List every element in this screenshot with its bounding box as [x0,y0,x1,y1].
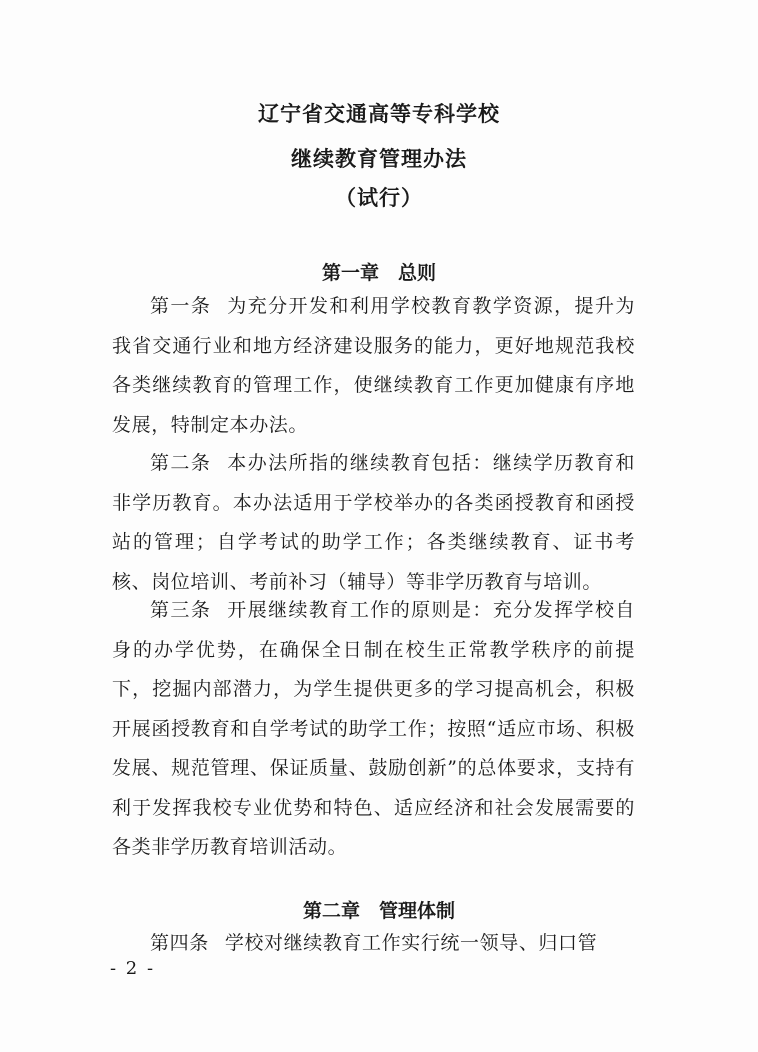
article-2-text: 本办法所指的继续教育包括：继续学历教育和非学历教育。本办法适用于学校举办的各类函授教育和函授站的管理；自学考试的助学工作；各类继续教育、证书考核、岗位培训、考前补习（辅导）等非学历教育与培训。 [112,452,635,593]
article-1-label: 第一条 [150,295,212,317]
article-3-label: 第三条 [150,599,212,621]
article-1-text: 为充分开发和利用学校教育教学资源，提升为我省交通行业和地方经济建设服务的能力，更好地规范我校各类继续教育的管理工作，使继续教育工作更加健康有序地发展，特制定本办法。 [112,295,635,436]
chapter-heading-1: 第一章 总则 [321,262,436,284]
document-title-line1: 辽宁省交通高等专科学校 [258,102,500,126]
document-title-line3: （试行） [335,186,423,210]
article-2-label: 第二条 [150,452,212,474]
article-1 [112,287,635,445]
article-4-text: 学校对继续教育工作实行统一领导、归口管 [224,932,598,954]
document-title-line2: 继续教育管理办法 [291,147,467,171]
article-3-text: 开展继续教育工作的原则是：充分发挥学校自身的办学优势，在确保全日制在校生正常教学秩序的前提下，挖掘内部潜力，为学生提供更多的学习提高机会，积极开展函授教育和自学考试的助学工作；按照“适应市场、积极发展、规范管理、保证质量、鼓励创新”的总体要求，支持有利于发挥我校专业优势和特色、适应经济和社会发展需要的各类非学历教育培训活动。 [112,599,635,858]
page-number: - 2 - [110,958,156,979]
article-2 [112,444,635,602]
article-4 [112,924,635,964]
article-4-label: 第四条 [150,932,209,954]
chapter-heading-2: 第二章 管理体制 [302,900,455,922]
article-3 [112,591,635,868]
